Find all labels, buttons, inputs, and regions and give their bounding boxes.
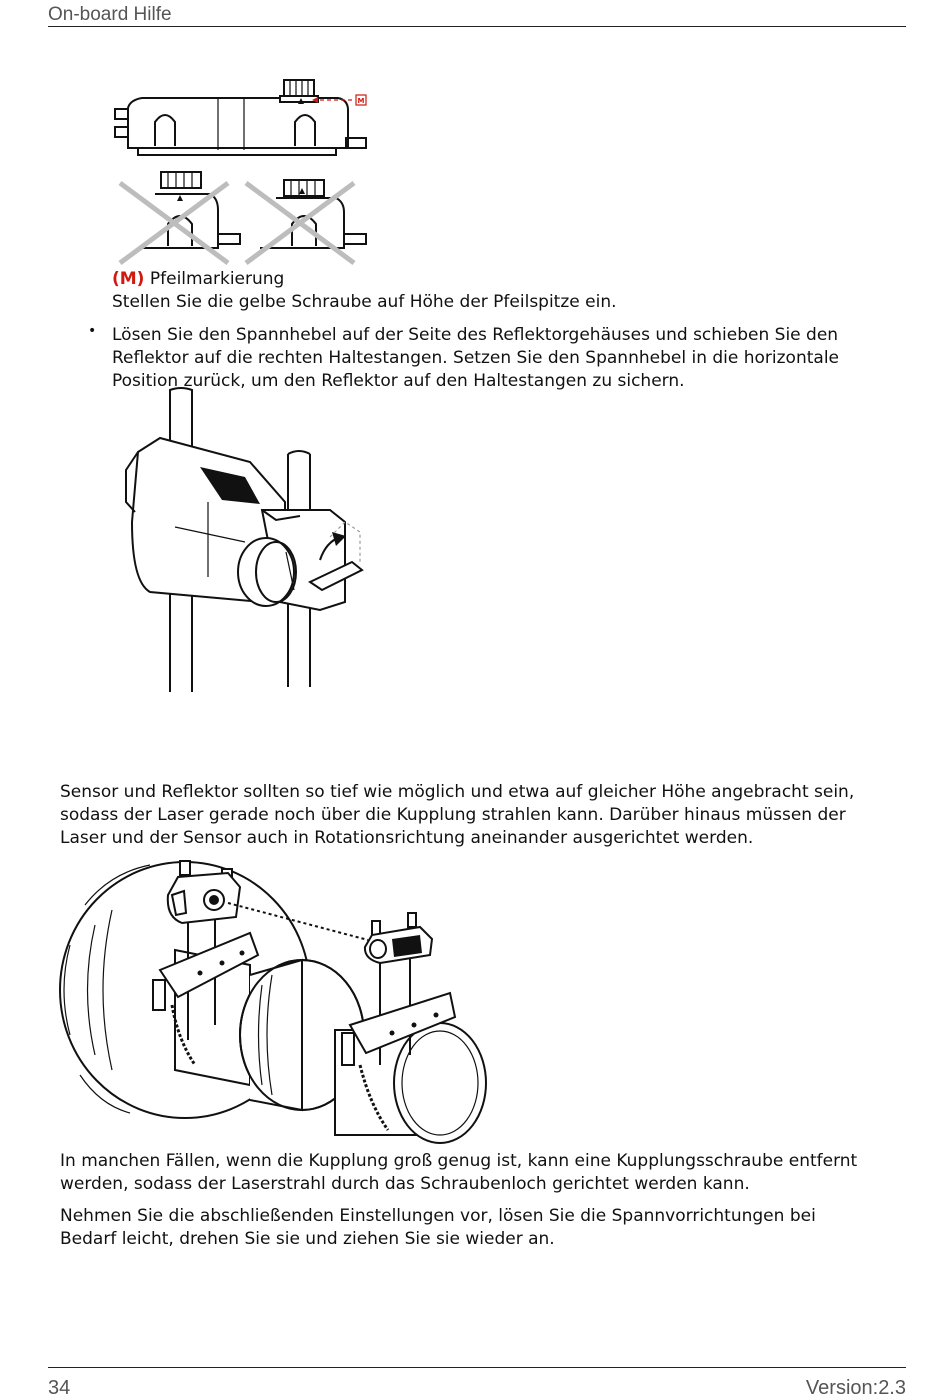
reflector-housing-top-view [115, 80, 366, 155]
incorrect-position-left [120, 172, 240, 263]
header-title: On-board Hilfe [48, 4, 172, 25]
paragraph-1-line-1: Sensor und Reflektor sollten so tief wie möglich und etwa auf gleicher Höhe angebracht sein, [60, 782, 855, 802]
paragraph-2-line-2: werden, sodass der Laserstrahl durch das Schraubenloch gerichtet werden kann. [60, 1174, 750, 1194]
figure-caption-label [112, 268, 284, 291]
bullet-dot: • [88, 323, 97, 339]
caption-label-text: Pfeilmarkierung [149, 269, 285, 289]
paragraph-1-line-2: sodass der Laser gerade noch über die Kupplung strahlen kann. Darüber hinaus müssen der [60, 805, 846, 825]
page-number: 34 [48, 1377, 71, 1399]
figure-caption-text: Stellen Sie die gelbe Schraube auf Höhe der Pfeilspitze ein. [112, 292, 617, 312]
reflector-clamp-lever-illustration [0, 392, 950, 712]
reflector-arrow-marking-illustration [0, 0, 950, 270]
paragraph-1-line-3: Laser und der Sensor auch in Rotationsrichtung aneinander ausgerichtet werden. [60, 828, 754, 848]
footer-divider [48, 1367, 906, 1368]
paragraph-2-line-1: In manchen Fällen, wenn die Kupplung groß genug ist, kann eine Kupplungsschraube entfernt [60, 1151, 858, 1171]
sensor-reflector-coupling-illustration [0, 855, 950, 1155]
bullet-line-1: Lösen Sie den Spannhebel auf der Seite des Reflektorgehäuses und schieben Sie den [112, 325, 839, 345]
version-label: Version:2.3 [805, 1377, 906, 1399]
paragraph-3-line-2: Bedarf leicht, drehen Sie sie und ziehen Sie sie wieder an. [60, 1229, 555, 1249]
incorrect-position-right [246, 180, 366, 263]
bullet-line-3: Position zurück, um den Reflektor auf den Haltestangen zu sichern. [112, 371, 685, 391]
caption-marker: (M) [112, 269, 145, 289]
paragraph-3-line-1: Nehmen Sie die abschließenden Einstellungen vor, lösen Sie die Spannvorrichtungen bei [60, 1206, 816, 1226]
marker-letter: M [357, 97, 365, 105]
reflector-head [365, 913, 432, 963]
bullet-line-2: Reflektor auf die rechten Haltestangen. Setzen Sie den Spannhebel in die horizontale [112, 348, 839, 368]
